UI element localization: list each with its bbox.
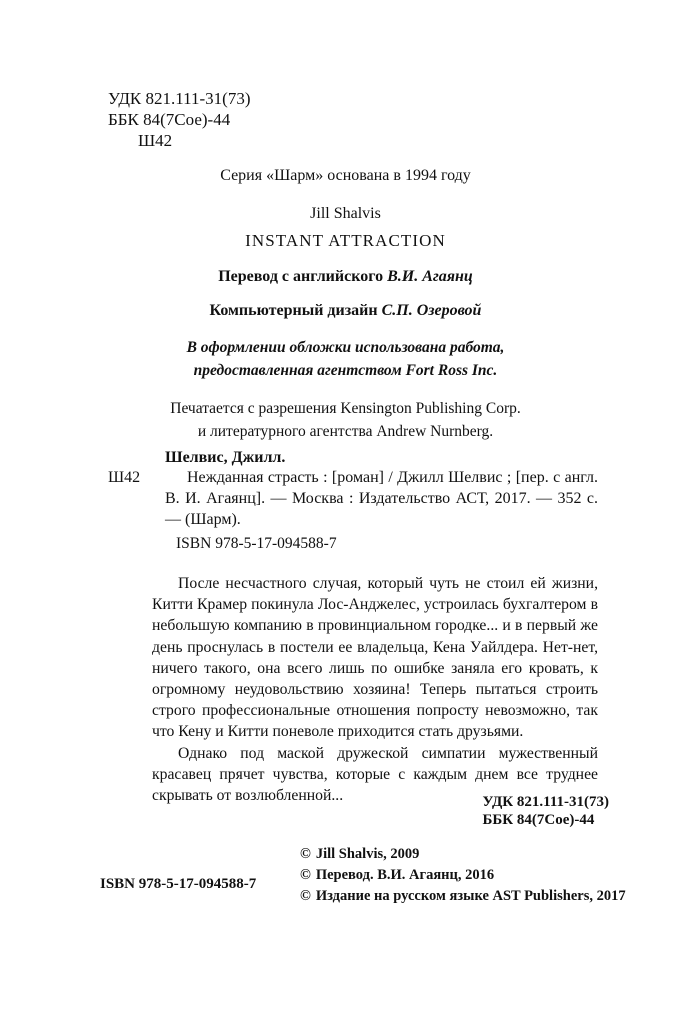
copyright-line-3 bbox=[300, 886, 626, 907]
permission-line-1: Печатается с разрешения Kensington Publishing Corp. bbox=[170, 400, 521, 418]
classification-repeat-block bbox=[482, 793, 609, 829]
design-credit bbox=[0, 301, 691, 321]
biblio-description-text: Нежданная страсть : [роман] / Джилл Шелвис ; [пер. с англ. В. И. Агаянц]. — Москва : Издательство АСТ, 2017. — 352 с. — (Шарм). bbox=[165, 469, 598, 528]
udk-code: УДК 821.111-31(73) bbox=[108, 89, 251, 108]
copyright-line-2 bbox=[300, 865, 626, 886]
author-sigla: Ш42 bbox=[138, 131, 173, 150]
biblio-body bbox=[108, 468, 598, 530]
permission-note bbox=[0, 398, 691, 443]
annotation-paragraph-2: Однако под маской дружеской симпатии мужественный красавец прячет чувства, которые с каждым днем все труднее скрывать от возлюбленной... bbox=[152, 744, 598, 805]
biblio-description bbox=[165, 468, 598, 530]
copyright-symbol: © bbox=[300, 888, 311, 904]
translator-name: В.И. Агаянц bbox=[387, 268, 473, 286]
udk-code-repeat: УДК 821.111-31(73) bbox=[482, 794, 609, 810]
copyright-text-3: Издание на русском языке AST Publishers, 2017 bbox=[315, 888, 626, 904]
copyright-symbol: © bbox=[300, 867, 311, 883]
designer-name: С.П. Озеровой bbox=[381, 302, 482, 320]
cover-credit-line-1: В оформлении обложки использована работа, bbox=[186, 339, 505, 357]
isbn-main: ISBN 978-5-17-094588-7 bbox=[176, 535, 337, 552]
original-title: INSTANT ATTRACTION bbox=[245, 231, 446, 250]
biblio-author-heading: Шелвис, Джилл. bbox=[165, 449, 286, 466]
copyright-text-1: Jill Shalvis, 2009 bbox=[315, 846, 420, 862]
translation-label: Перевод с английского bbox=[218, 268, 384, 286]
book-annotation bbox=[152, 573, 598, 806]
bbk-code-repeat: ББК 84(7Сое)-44 bbox=[482, 812, 595, 828]
design-label: Компьютерный дизайн bbox=[209, 302, 378, 320]
copyright-symbol: © bbox=[300, 846, 311, 862]
cover-artwork-credit bbox=[0, 337, 691, 382]
copyright-text-2: Перевод. В.И. Агаянц, 2016 bbox=[315, 867, 495, 883]
bibliographic-record bbox=[108, 448, 598, 530]
copyright-block bbox=[300, 844, 626, 907]
translation-credit bbox=[0, 267, 691, 287]
isbn-bottom: ISBN 978-5-17-094588-7 bbox=[100, 876, 257, 892]
classification-block bbox=[108, 88, 250, 151]
biblio-sigla: Ш42 bbox=[108, 469, 141, 486]
copyright-line-1 bbox=[300, 844, 626, 865]
annotation-paragraph-1: После несчастного случая, который чуть не стоил ей жизни, Китти Крамер покинула Лос-Анджелес, устроилась бухгалтером в небольшую компанию в провинциальном городке... и в первый же день проснулась в постели ее владельца, Кена Уайлдера. Нет-нет, ничего такого, она всего лишь по ошибке заняла его кровать, к огромному неудовольствию хозяина! Теперь пытаться строить строго профессиональные отношения попросту невозможно, так что Кену и Китти поневоле приходится стать друзьями. bbox=[152, 575, 598, 741]
series-note: Серия «Шарм» основана в 1994 году bbox=[220, 167, 471, 184]
bbk-code: ББК 84(7Сое)-44 bbox=[108, 110, 231, 129]
front-matter-block bbox=[0, 166, 691, 443]
permission-line-2: и литературного агентства Andrew Nurnberg. bbox=[197, 422, 494, 440]
original-author: Jill Shalvis bbox=[310, 205, 381, 222]
cover-credit-line-2: предоставленная агентством Fort Ross Inc. bbox=[193, 361, 498, 379]
